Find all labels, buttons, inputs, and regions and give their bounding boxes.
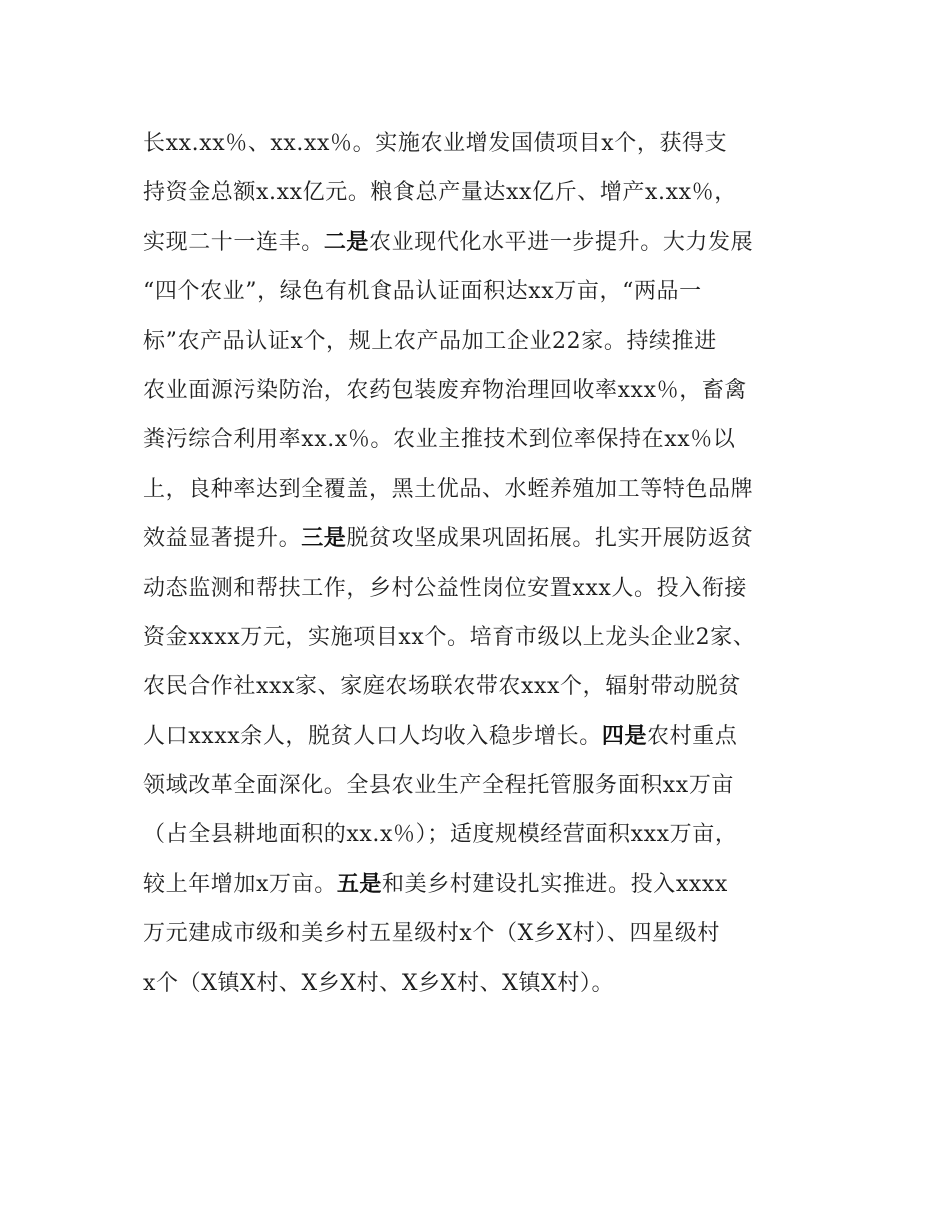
text-line: 实现二十一连丰。二是农业现代化水平进一步提升。大力发展 — [143, 229, 754, 255]
text-line: x个（X镇X村、X乡X村、X乡X村、X镇X村）。 — [143, 970, 615, 996]
text-line: 上，良种率达到全覆盖，黑土优品、水蛭养殖加工等特色品牌 — [143, 476, 754, 502]
text-line: （占全县耕地面积的xx.x％）；适度规模经营面积xxx万亩， — [143, 822, 738, 848]
text-line: 人口xxxx余人，脱贫人口人均收入稳步增长。四是农村重点 — [143, 723, 738, 749]
point-marker-five: 五是 — [336, 871, 383, 897]
text-line: 动态监测和帮扶工作，乡村公益性岗位安置xxx人。投入衔接 — [143, 575, 748, 601]
text-line: 农业面源污染防治，农药包装废弃物治理回收率xxx％，畜禽 — [143, 377, 748, 403]
text-line: 效益显著提升。三是脱贫攻坚成果巩固拓展。扎实开展防返贫 — [143, 526, 754, 552]
point-marker-two: 二是 — [323, 229, 370, 255]
text-line: 粪污综合利用率xx.x％。农业主推技术到位率保持在xx％以 — [143, 427, 736, 453]
text-line: 标”农产品认证x个，规上农产品加工企业22家。持续推进 — [143, 328, 717, 354]
text-line: 万元建成市级和美乡村五星级村x个（X乡X村）、四星级村 — [143, 921, 720, 947]
text-line: 领域改革全面深化。全县农业生产全程托管服务面积xx万亩 — [143, 773, 735, 799]
point-marker-three: 三是 — [301, 526, 347, 552]
text-line: “四个农业”，绿色有机食品认证面积达xx万亩，“两品一 — [143, 279, 702, 305]
text-line: 较上年增加x万亩。五是和美乡村建设扎实推进。投入xxxx — [143, 871, 728, 897]
text-line: 持资金总额x.xx亿元。粮食总产量达xx亿斤、增产x.xx％， — [143, 180, 737, 206]
text-line: 农民合作社xxx家、家庭农场联农带农xxx个，辐射带动脱贫 — [143, 674, 741, 700]
text-line: 长xx.xx％、xx.xx％。实施农业增发国债项目x个，获得支 — [143, 131, 728, 156]
point-marker-four: 四是 — [601, 723, 648, 749]
text-line: 资金xxxx万元，实施项目xx个。培育市级以上龙头企业2家、 — [143, 624, 756, 650]
body-paragraph — [143, 126, 823, 1015]
